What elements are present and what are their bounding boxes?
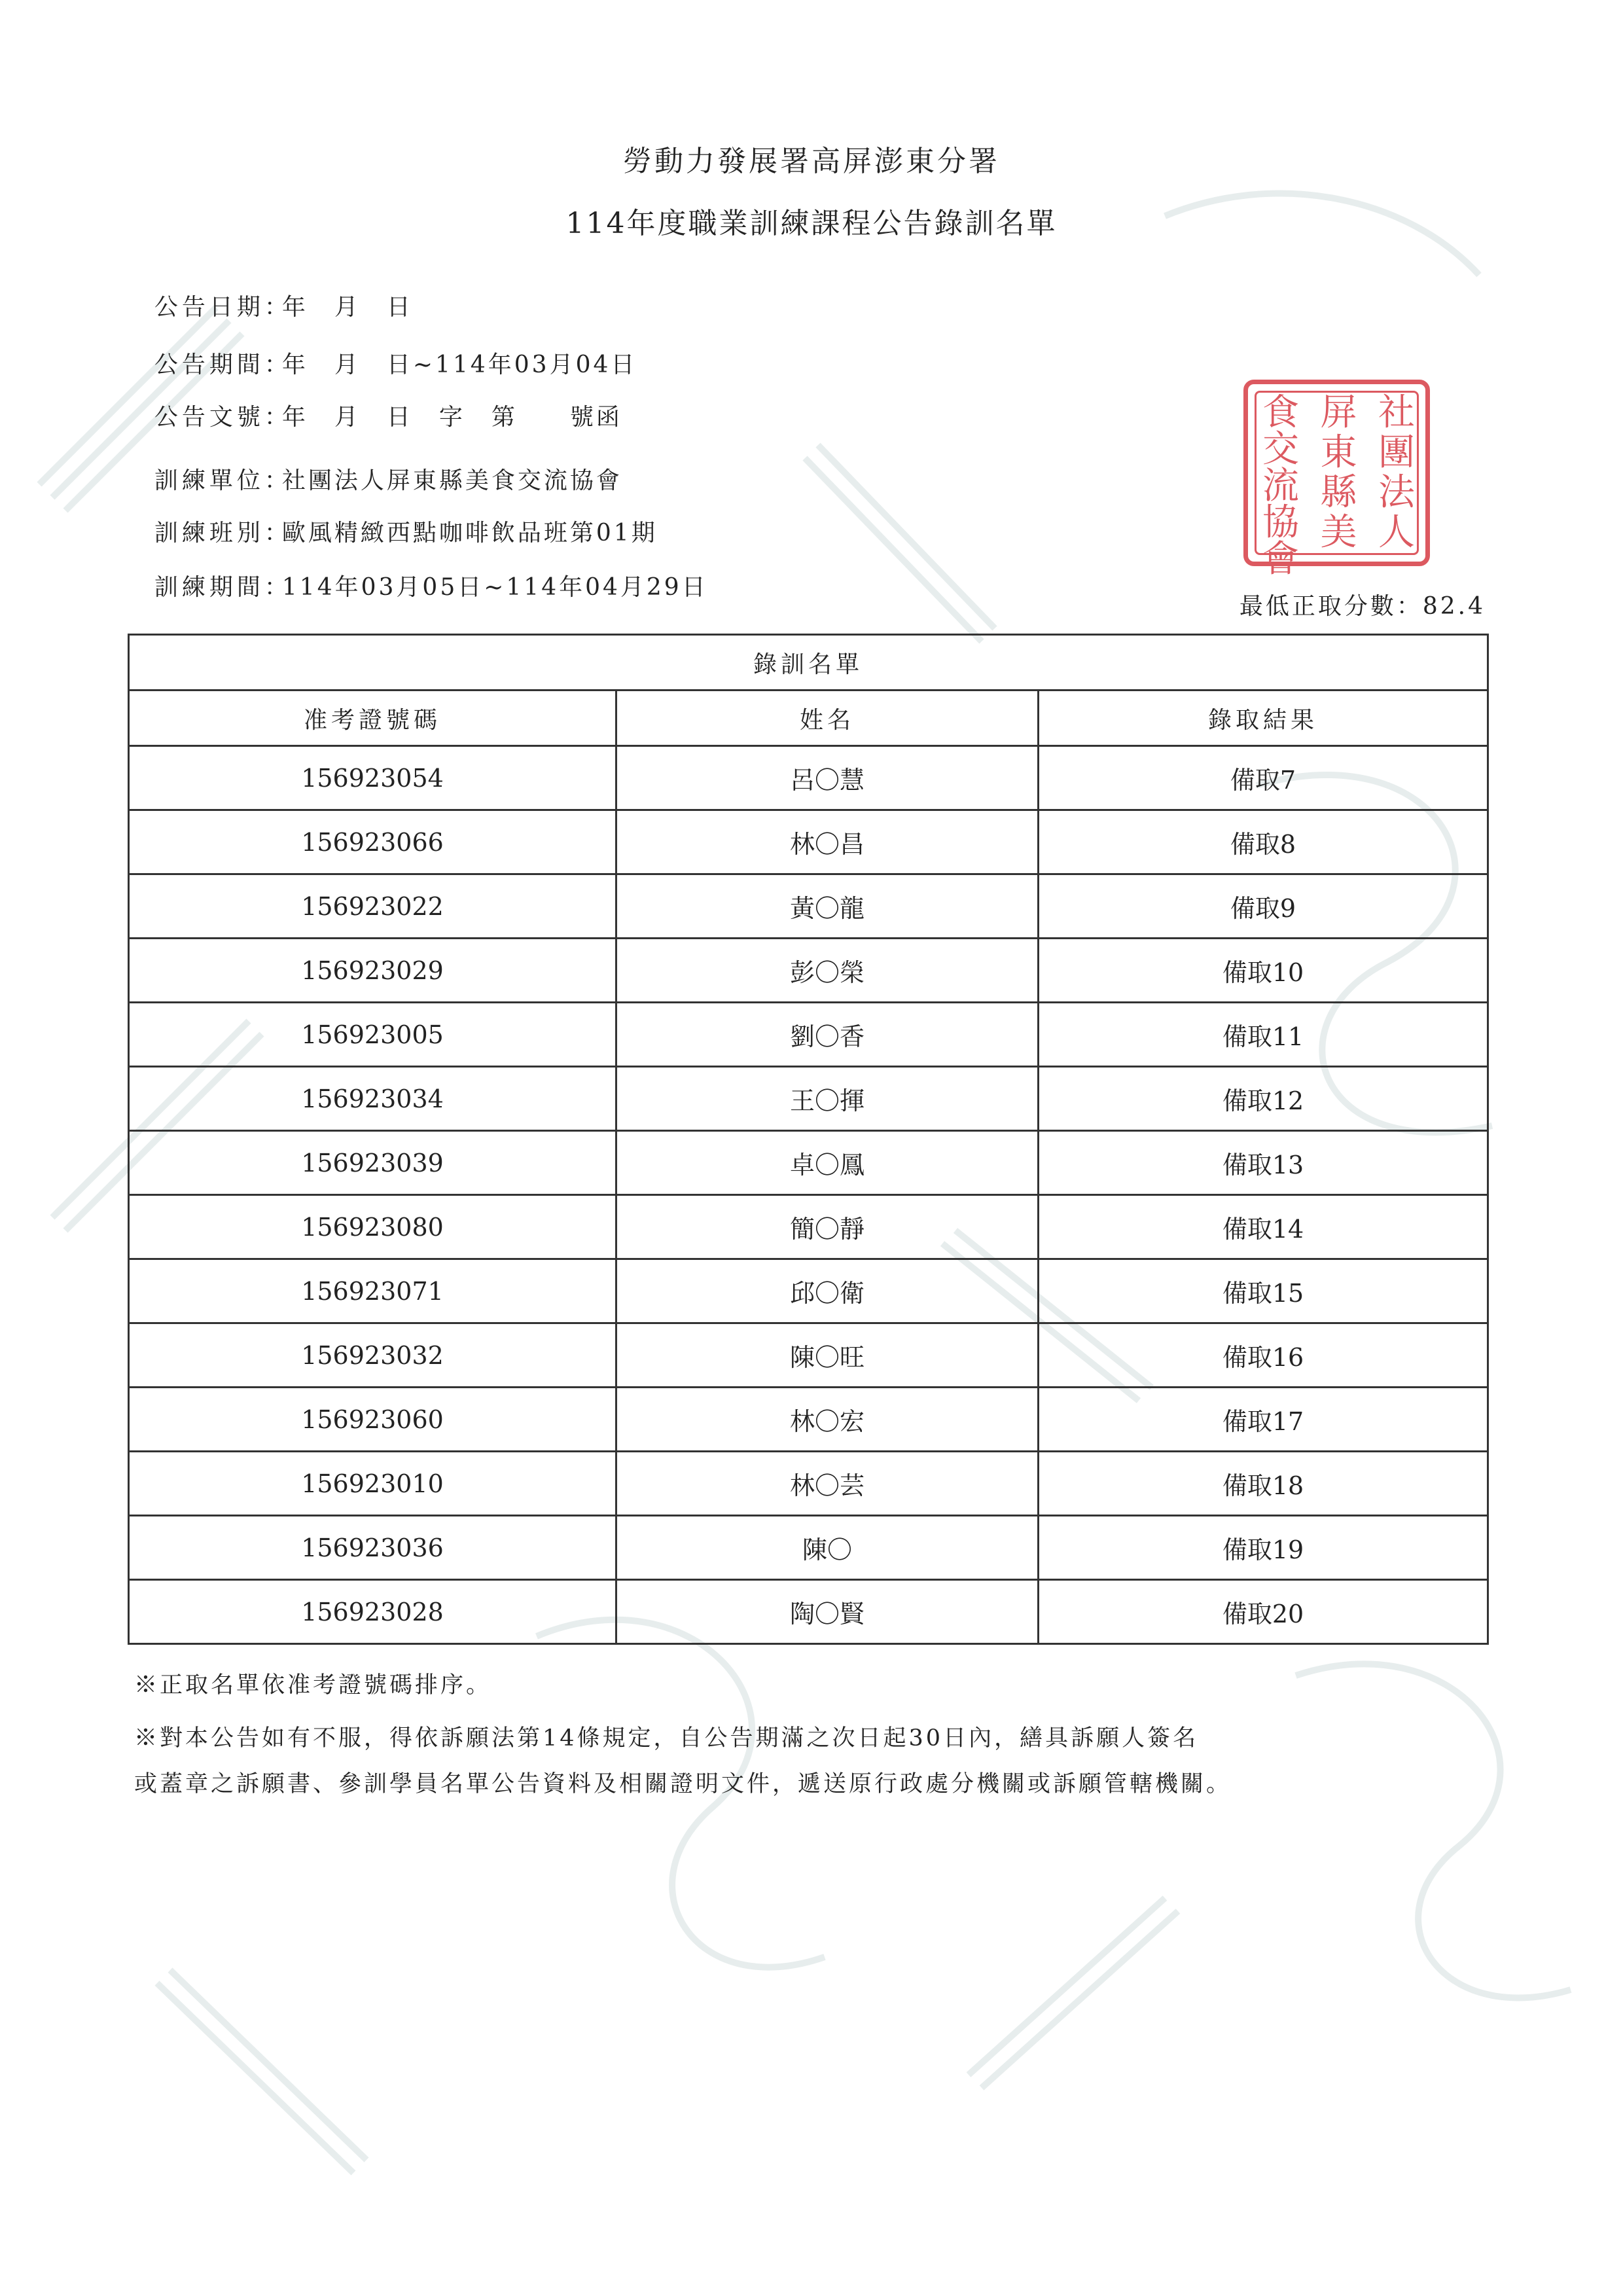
exam-number-cell: 156923005 (129, 1003, 616, 1067)
result-cell: 備取15 (1039, 1259, 1488, 1323)
table-caption-row (129, 635, 1488, 691)
seal-character: 會 (1262, 538, 1299, 581)
info-label: 公告文號： (154, 404, 292, 431)
name-cell: 陳〇 (616, 1516, 1039, 1580)
appeal-note-line1: ※對本公告如有不服，得依訴願法第14條規定，自公告期滿之次日起30日內，繕具訴願人簽名 (134, 1725, 1199, 1751)
seal-character: 食 (1262, 391, 1299, 434)
seal-character: 屏 (1320, 391, 1357, 434)
seal-character: 法 (1378, 471, 1415, 514)
info-training-unit (134, 435, 622, 495)
exam-number-cell: 156923029 (129, 939, 616, 1003)
exam-number-cell: 156923032 (129, 1323, 616, 1388)
result-cell: 備取9 (1039, 874, 1488, 939)
seal-character: 交 (1262, 428, 1299, 471)
name-cell: 黃〇龍 (616, 874, 1039, 939)
info-label: 訓練期間： (154, 574, 292, 601)
agency-title: 勞動力發展署高屏澎東分署 (623, 145, 1000, 178)
seal-column (1262, 391, 1299, 581)
table-row (129, 1195, 1488, 1259)
info-announce-number (134, 372, 622, 432)
seal-character: 縣 (1320, 471, 1357, 514)
exam-number-cell: 156923066 (129, 810, 616, 874)
name-cell: 陳〇旺 (616, 1323, 1039, 1388)
result-cell: 備取20 (1039, 1580, 1488, 1644)
name-cell: 呂〇慧 (616, 746, 1039, 810)
table-caption: 錄訓名單 (129, 635, 1488, 691)
result-cell: 備取8 (1039, 810, 1488, 874)
seal-column (1320, 391, 1357, 554)
info-value: 年 月 日 (281, 294, 413, 321)
info-value: 年 月 日 字 第 號函 (281, 404, 622, 431)
info-training-class (134, 488, 658, 548)
result-cell: 備取19 (1039, 1516, 1488, 1580)
name-cell: 簡〇靜 (616, 1195, 1039, 1259)
info-label: 公告日期： (154, 294, 292, 321)
admission-table (128, 634, 1489, 1645)
info-value: 年 月 日~114年03月04日 (281, 351, 637, 378)
seal-character: 團 (1378, 431, 1415, 474)
name-cell: 邱〇衛 (616, 1259, 1039, 1323)
result-cell: 備取17 (1039, 1388, 1488, 1452)
name-cell: 林〇昌 (616, 810, 1039, 874)
table-row (129, 939, 1488, 1003)
table-row (129, 1388, 1488, 1452)
result-cell: 備取16 (1039, 1323, 1488, 1388)
info-training-period (134, 542, 708, 602)
name-cell: 林〇宏 (616, 1388, 1039, 1452)
exam-number-cell: 156923036 (129, 1516, 616, 1580)
exam-number-cell: 156923039 (129, 1131, 616, 1195)
exam-number-cell: 156923028 (129, 1580, 616, 1644)
seal-column (1378, 391, 1415, 554)
result-cell: 備取7 (1039, 746, 1488, 810)
name-cell: 卓〇鳳 (616, 1131, 1039, 1195)
info-value: 歐風精緻西點咖啡飲品班第01期 (281, 520, 658, 547)
exam-number-cell: 156923010 (129, 1452, 616, 1516)
table-row (129, 1067, 1488, 1131)
column-header-name: 姓名 (616, 691, 1039, 746)
column-header-exam-number: 准考證號碼 (129, 691, 616, 746)
seal-character: 流 (1262, 465, 1299, 507)
table-row (129, 1580, 1488, 1644)
exam-number-cell: 156923022 (129, 874, 616, 939)
table-row (129, 1003, 1488, 1067)
table-row (129, 874, 1488, 939)
info-announce-date (134, 262, 413, 322)
name-cell: 彭〇榮 (616, 939, 1039, 1003)
info-announce-period (134, 319, 637, 380)
table-row (129, 1259, 1488, 1323)
table-header-row (129, 691, 1488, 746)
result-cell: 備取11 (1039, 1003, 1488, 1067)
sort-note: ※正取名單依准考證號碼排序。 (134, 1672, 492, 1698)
exam-number-cell: 156923060 (129, 1388, 616, 1452)
exam-number-cell: 156923080 (129, 1195, 616, 1259)
info-value: 社團法人屏東縣美食交流協會 (281, 467, 622, 494)
seal-character: 社 (1378, 391, 1415, 434)
result-cell: 備取13 (1039, 1131, 1488, 1195)
seal-character: 美 (1320, 511, 1357, 554)
organization-seal (1243, 380, 1430, 581)
appeal-note-line2: 或蓋章之訴願書、參訓學員名單公告資料及相關證明文件，遞送原行政處分機關或訴願管轄機關。 (134, 1771, 1232, 1797)
result-cell: 備取12 (1039, 1067, 1488, 1131)
info-value: 114年03月05日~114年04月29日 (281, 574, 708, 601)
name-cell: 劉〇香 (616, 1003, 1039, 1067)
table-row (129, 810, 1488, 874)
table-row (129, 1516, 1488, 1580)
exam-number-cell: 156923034 (129, 1067, 616, 1131)
table-row (129, 1452, 1488, 1516)
result-cell: 備取14 (1039, 1195, 1488, 1259)
table-row (129, 1131, 1488, 1195)
seal-character: 人 (1378, 511, 1415, 554)
table-row (129, 1323, 1488, 1388)
exam-number-cell: 156923054 (129, 746, 616, 810)
name-cell: 林〇芸 (616, 1452, 1039, 1516)
table-row (129, 746, 1488, 810)
info-label: 公告期間： (154, 351, 292, 378)
column-header-result: 錄取結果 (1039, 691, 1488, 746)
minimum-score: 最低正取分數：82.4 (1239, 593, 1486, 620)
result-cell: 備取18 (1039, 1452, 1488, 1516)
info-label: 訓練班別： (154, 520, 292, 547)
name-cell: 王〇揮 (616, 1067, 1039, 1131)
result-cell: 備取10 (1039, 939, 1488, 1003)
info-label: 訓練單位： (154, 467, 292, 494)
name-cell: 陶〇賢 (616, 1580, 1039, 1644)
seal-character: 東 (1320, 431, 1357, 474)
document-title: 114年度職業訓練課程公告錄訓名單 (565, 207, 1058, 240)
seal-character: 協 (1262, 501, 1299, 544)
exam-number-cell: 156923071 (129, 1259, 616, 1323)
